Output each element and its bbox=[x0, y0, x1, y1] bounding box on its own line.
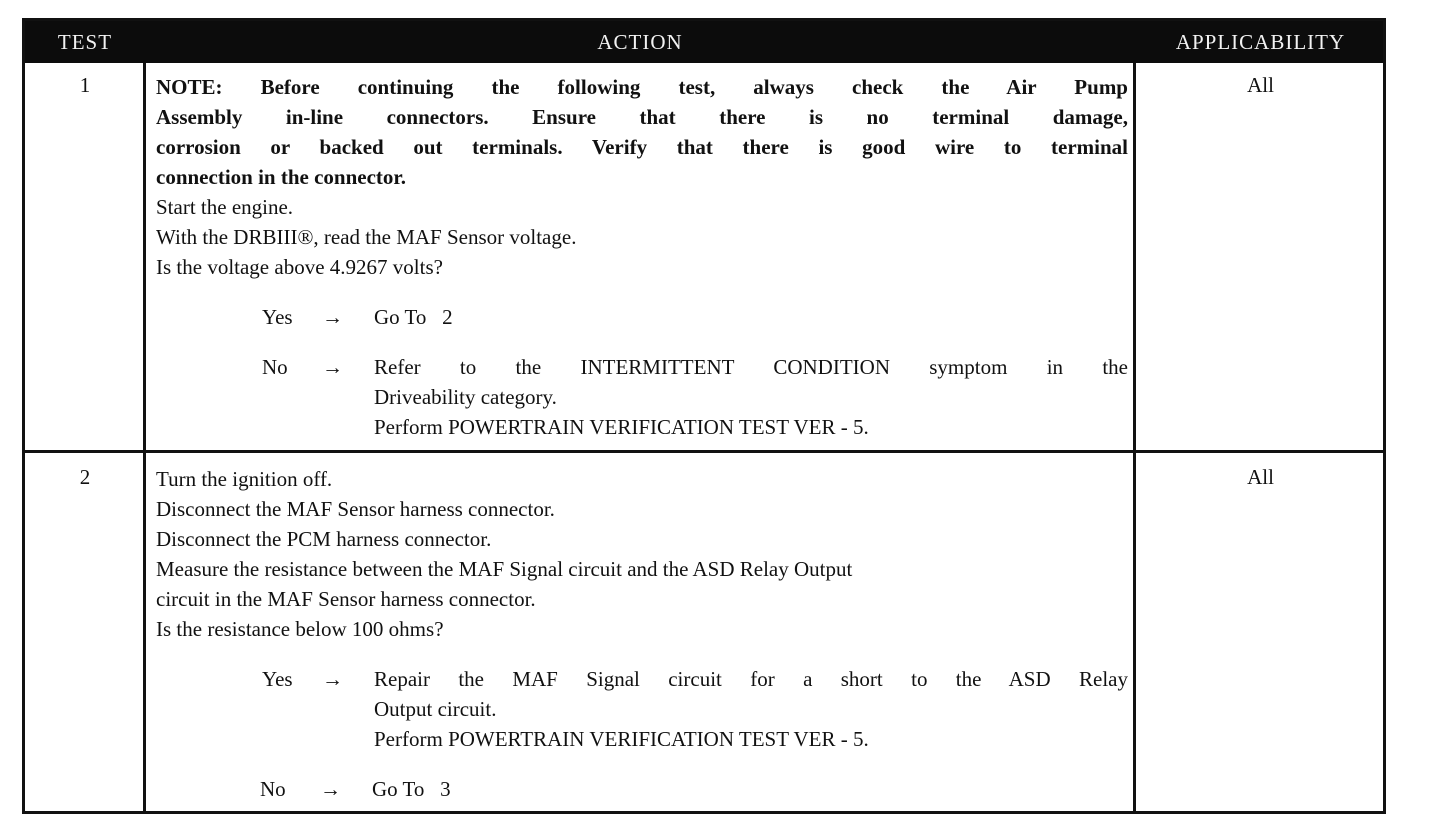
header-applicability: APPLICABILITY bbox=[1175, 30, 1346, 54]
note-line: Assembly in-line connectors. Ensure that there is no terminal damage, bbox=[156, 105, 1128, 129]
arrow-right-icon: → bbox=[320, 777, 341, 801]
diagnostic-test-table bbox=[22, 18, 1386, 814]
arrow-right-icon: → bbox=[322, 667, 343, 691]
row-divider bbox=[25, 450, 1383, 453]
branch-text: Output circuit. bbox=[374, 697, 497, 721]
yes-branch bbox=[262, 664, 1128, 754]
step-line: Is the resistance below 100 ohms? bbox=[156, 617, 444, 641]
header-test: TEST bbox=[57, 30, 113, 54]
step-line: circuit in the MAF Sensor harness connector. bbox=[156, 587, 536, 611]
note-block bbox=[156, 72, 1128, 192]
column-divider-2 bbox=[1133, 63, 1136, 811]
branch-text: Go To 3 bbox=[372, 777, 451, 801]
step-line: Disconnect the PCM harness connector. bbox=[156, 527, 492, 551]
header-action: ACTION bbox=[597, 30, 683, 54]
no-branch bbox=[262, 352, 1128, 442]
no-branch bbox=[260, 774, 1128, 804]
step-line: Measure the resistance between the MAF Signal circuit and the ASD Relay Output bbox=[156, 557, 853, 581]
arrow-right-icon: → bbox=[322, 305, 343, 329]
note-line: corrosion or backed out terminals. Verify that there is good wire to terminal bbox=[156, 135, 1128, 159]
step-line: Is the voltage above 4.9267 volts? bbox=[156, 255, 443, 279]
no-label: No bbox=[260, 777, 286, 801]
branch-text: Refer to the INTERMITTENT CONDITION symptom in the bbox=[374, 355, 1128, 379]
no-label: No bbox=[262, 355, 288, 379]
branch-text: Perform POWERTRAIN VERIFICATION TEST VER - 5. bbox=[374, 415, 869, 439]
applicability-2: All bbox=[1247, 465, 1274, 489]
branch-text: Go To 2 bbox=[374, 305, 453, 329]
step-line: With the DRBIII®, read the MAF Sensor voltage. bbox=[156, 225, 577, 249]
branch-text: Repair the MAF Signal circuit for a short to the ASD Relay bbox=[374, 667, 1128, 691]
action-2 bbox=[156, 464, 1128, 804]
branch-text: Driveability category. bbox=[374, 385, 557, 409]
test-number-1: 1 bbox=[79, 73, 91, 97]
arrow-right-icon: → bbox=[322, 355, 343, 379]
step-line: Disconnect the MAF Sensor harness connector. bbox=[156, 497, 555, 521]
yes-branch bbox=[262, 302, 1128, 332]
step-line: Start the engine. bbox=[156, 195, 294, 219]
step-line: Turn the ignition off. bbox=[156, 467, 333, 491]
test-number-2: 2 bbox=[79, 465, 91, 489]
column-divider-1 bbox=[143, 63, 146, 811]
note-line: NOTE: Before continuing the following test, always check the Air Pump bbox=[156, 75, 1128, 99]
table-header bbox=[25, 21, 1383, 63]
applicability-1: All bbox=[1247, 73, 1274, 97]
yes-label: Yes bbox=[262, 667, 293, 691]
branch-text: Perform POWERTRAIN VERIFICATION TEST VER - 5. bbox=[374, 727, 869, 751]
action-1 bbox=[156, 72, 1128, 442]
note-line: connection in the connector. bbox=[156, 165, 407, 189]
yes-label: Yes bbox=[262, 305, 293, 329]
